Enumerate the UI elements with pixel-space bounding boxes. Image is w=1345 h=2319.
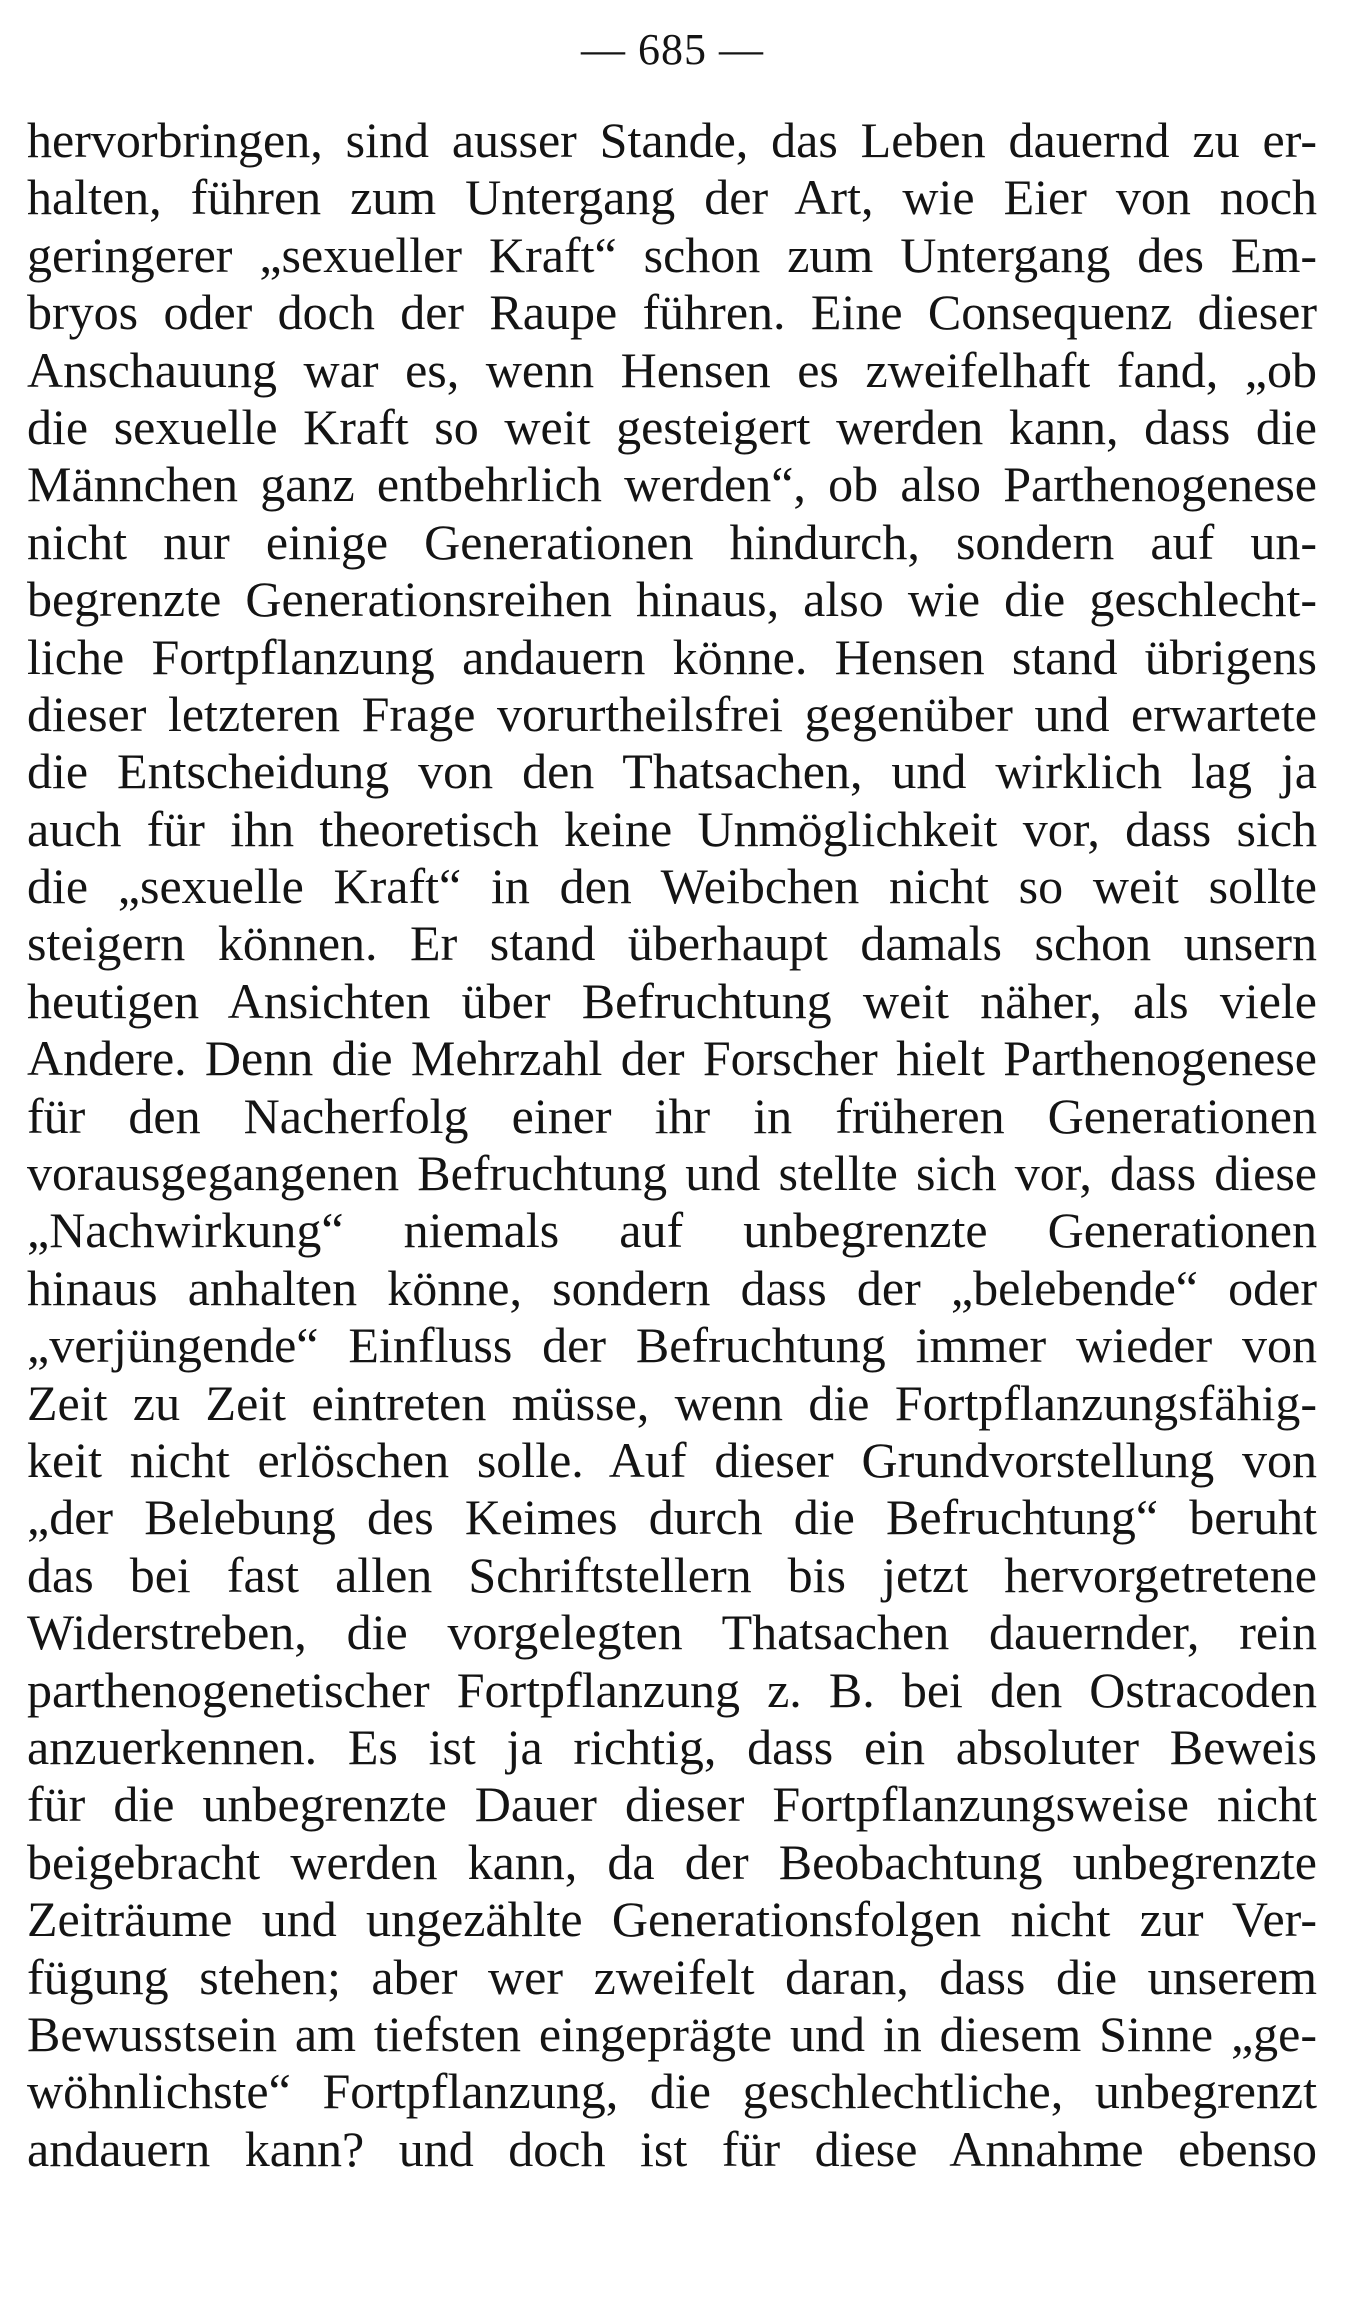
text-line: auch für ihn theoretisch keine Unmöglichkeit vor, dass sich (27, 800, 1317, 857)
text-line: Männchen ganz entbehrlich werden“, ob also Parthenogenese (27, 456, 1317, 513)
text-line: dieser letzteren Frage vorurtheilsfrei gegenüber und erwartete (27, 685, 1317, 742)
body-text (27, 112, 1317, 2178)
text-line: Bewusstsein am tiefsten eingeprägte und in diesem Sinne „ge- (27, 2005, 1317, 2062)
text-line: andauern kann? und doch ist für diese Annahme ebenso (27, 2120, 1317, 2177)
text-line: liche Fortpflanzung andauern könne. Hensen stand übrigens (27, 628, 1317, 685)
text-line: Anschauung war es, wenn Hensen es zweifelhaft fand, „ob (27, 341, 1317, 398)
text-line: anzuerkennen. Es ist ja richtig, dass ein absoluter Beweis (27, 1718, 1317, 1775)
text-line: begrenzte Generationsreihen hinaus, also wie die geschlecht- (27, 571, 1317, 628)
text-line: die sexuelle Kraft so weit gesteigert werden kann, dass die (27, 398, 1317, 455)
text-line: „Nachwirkung“ niemals auf unbegrenzte Generationen (27, 1202, 1317, 1259)
page-number: — 685 — (581, 25, 764, 74)
text-line: die „sexuelle Kraft“ in den Weibchen nicht so weit sollte (27, 858, 1317, 915)
text-line: bryos oder doch der Raupe führen. Eine Consequenz dieser (27, 284, 1317, 341)
text-line: für die unbegrenzte Dauer dieser Fortpflanzungsweise nicht (27, 1776, 1317, 1833)
text-line: „der Belebung des Keimes durch die Befruchtung“ beruht (27, 1489, 1317, 1546)
text-line: beigebracht werden kann, da der Beobachtung unbegrenzte (27, 1833, 1317, 1890)
text-line: steigern können. Er stand überhaupt damals schon unsern (27, 915, 1317, 972)
text-line: die Entscheidung von den Thatsachen, und wirklich lag ja (27, 743, 1317, 800)
text-line: fügung stehen; aber wer zweifelt daran, dass die unserem (27, 1948, 1317, 2005)
text-line: heutigen Ansichten über Befruchtung weit näher, als viele (27, 972, 1317, 1029)
text-line: Zeiträume und ungezählte Generationsfolgen nicht zur Ver- (27, 1891, 1317, 1948)
text-line: halten, führen zum Untergang der Art, wie Eier von noch (27, 169, 1317, 226)
text-line: nicht nur einige Generationen hindurch, sondern auf un- (27, 513, 1317, 570)
text-line: für den Nacherfolg einer ihr in früheren Generationen (27, 1087, 1317, 1144)
text-line: keit nicht erlöschen solle. Auf dieser Grundvorstellung von (27, 1431, 1317, 1488)
text-line: wöhnlichste“ Fortpflanzung, die geschlechtliche, unbegrenzt (27, 2063, 1317, 2120)
text-line: „verjüngende“ Einfluss der Befruchtung immer wieder von (27, 1317, 1317, 1374)
text-line: parthenogenetischer Fortpflanzung z. B. bei den Ostracoden (27, 1661, 1317, 1718)
text-line: das bei fast allen Schriftstellern bis jetzt hervorgetretene (27, 1546, 1317, 1603)
text-line: hinaus anhalten könne, sondern dass der „belebende“ oder (27, 1259, 1317, 1316)
text-line: vorausgegangenen Befruchtung und stellte sich vor, dass diese (27, 1145, 1317, 1202)
text-line: Andere. Denn die Mehrzahl der Forscher hielt Parthenogenese (27, 1030, 1317, 1087)
text-line: Zeit zu Zeit eintreten müsse, wenn die Fortpflanzungsfähig- (27, 1374, 1317, 1431)
text-line: hervorbringen, sind ausser Stande, das Leben dauernd zu er- (27, 112, 1317, 168)
text-line: Widerstreben, die vorgelegten Thatsachen dauernder, rein (27, 1604, 1317, 1661)
text-line: geringerer „sexueller Kraft“ schon zum Untergang des Em- (27, 226, 1317, 283)
